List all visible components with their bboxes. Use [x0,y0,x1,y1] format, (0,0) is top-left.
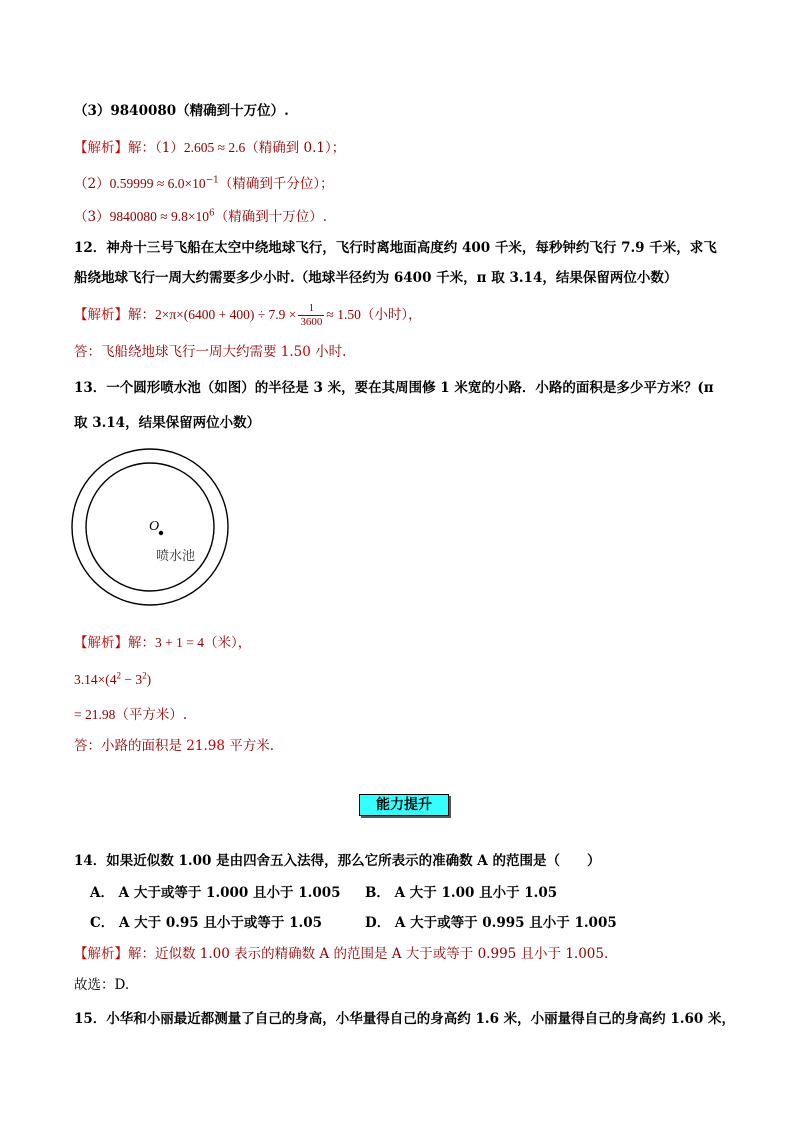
solution-text: 解：（1） [128,140,184,156]
answer-text: 小时. [310,344,347,360]
analysis-tag: 【解析】 [74,307,128,323]
question-13-line2: 取 3.14，结果保留两位小数） [74,415,261,431]
solution-text: （精确到 0.1）； [245,140,346,156]
solution-text: 解： [128,635,155,651]
solution-13-line1 [74,633,251,653]
math-expression: 3 + 1 = 4 [155,635,204,650]
analysis-tag: 【解析】 [74,946,128,962]
math-expression: 2.605 ≈ 2.6 [183,140,246,155]
solution-text: （米）， [203,635,252,651]
math-expression: − 3 [120,672,143,687]
section-title: 能力提升 [359,794,449,816]
fraction-numerator: 1 [298,302,324,316]
fountain-figure [70,440,260,630]
exponent: −1 [205,175,219,186]
solution-text: 解： [128,307,155,323]
solution-text: （3） [74,209,110,225]
solution-text: ≈ 1.50（小时）， [326,307,422,322]
solution-11-line1 [74,138,345,158]
answer-text: 平方米. [224,738,275,754]
analysis-tag: 【解析】 [74,140,128,156]
fraction [298,302,324,329]
answer-text: 答：飞船绕地球飞行一周大约需要 [74,344,281,360]
fraction-denominator: 3600 [300,316,323,328]
question-12-line2: 船绕地球飞行一周大约需要多少小时.（地球半径约为 6400 千米，π 取 3.14，结果保留两位小数） [74,270,678,286]
solution-11-line2 [74,174,334,194]
center-point [159,531,163,535]
solution-12 [74,302,422,329]
problem-11-part3: （3）9840080（精确到十万位）. [74,103,289,119]
solution-text: （精确到千分位）； [218,176,334,192]
answer-12 [74,342,346,362]
solution-11-line3 [74,207,327,227]
option-c: C． A 大于 0.95 且小于或等于 1.05 [90,915,322,931]
math-expression: 3.14×(4 [74,672,117,687]
exponent: 2 [142,670,147,681]
solution-text: （精确到十万位）. [214,209,328,225]
solution-13-line3 [74,705,187,725]
option-d: D． A 大于或等于 0.995 且小于 1.005 [365,915,617,931]
answer-text: 答：小路的面积是 [74,738,187,754]
question-15-line1: 15．小华和小丽最近都测量了自己的身高，小华量得自己的身高约 1.6 米，小丽量得自己的身高约 1.60 米， [74,1011,735,1027]
math-expression: 0.59999 ≈ 6.0×10 [109,176,206,191]
question-14-stem: 14．如果近似数 1.00 是由四舍五入法得，那么它所表示的准确数 A 的范围是（ ） [74,853,601,869]
exponent: 6 [209,208,215,219]
math-expression: 2×π×(6400 + 400) ÷ 7.9 × [155,307,297,322]
solution-text: 解：近似数 1.00 表示的精确数 A 的范围是 A 大于或等于 0.995 且小于 1.005. [128,946,609,962]
analysis-tag: 【解析】 [74,635,128,651]
solution-text: （2） [74,176,110,192]
answer-value: 21.98 [186,738,225,754]
solution-13-line2 [74,670,151,690]
math-expression: 9840080 ≈ 9.8×10 [109,209,209,224]
option-b: B． A 大于 1.00 且小于 1.05 [365,885,558,901]
solution-14 [74,944,608,964]
exponent: 2 [116,670,121,681]
answer-13 [74,736,274,756]
answer-value: 1.50 [280,344,311,360]
question-13-line1: 13．一个圆形喷水池（如图）的半径是 3 米，要在其周围修 1 米宽的小路．小路的面积是多少平方米？(π [74,380,714,396]
choice-14: 故选：D. [74,977,130,993]
math-expression: ) [146,672,152,687]
pool-label: 喷水池 [156,549,196,564]
center-label: O [149,519,160,534]
math-expression: = 21.98 [74,707,116,722]
question-12-line1: 12．神舟十三号飞船在太空中绕地球飞行，飞行时离地面高度约 400 千米，每秒钟约飞行 7.9 千米，求飞 [74,240,717,256]
option-a: A． A 大于或等于 1.000 且小于 1.005 [90,885,341,901]
solution-text: （平方米）. [115,707,188,723]
